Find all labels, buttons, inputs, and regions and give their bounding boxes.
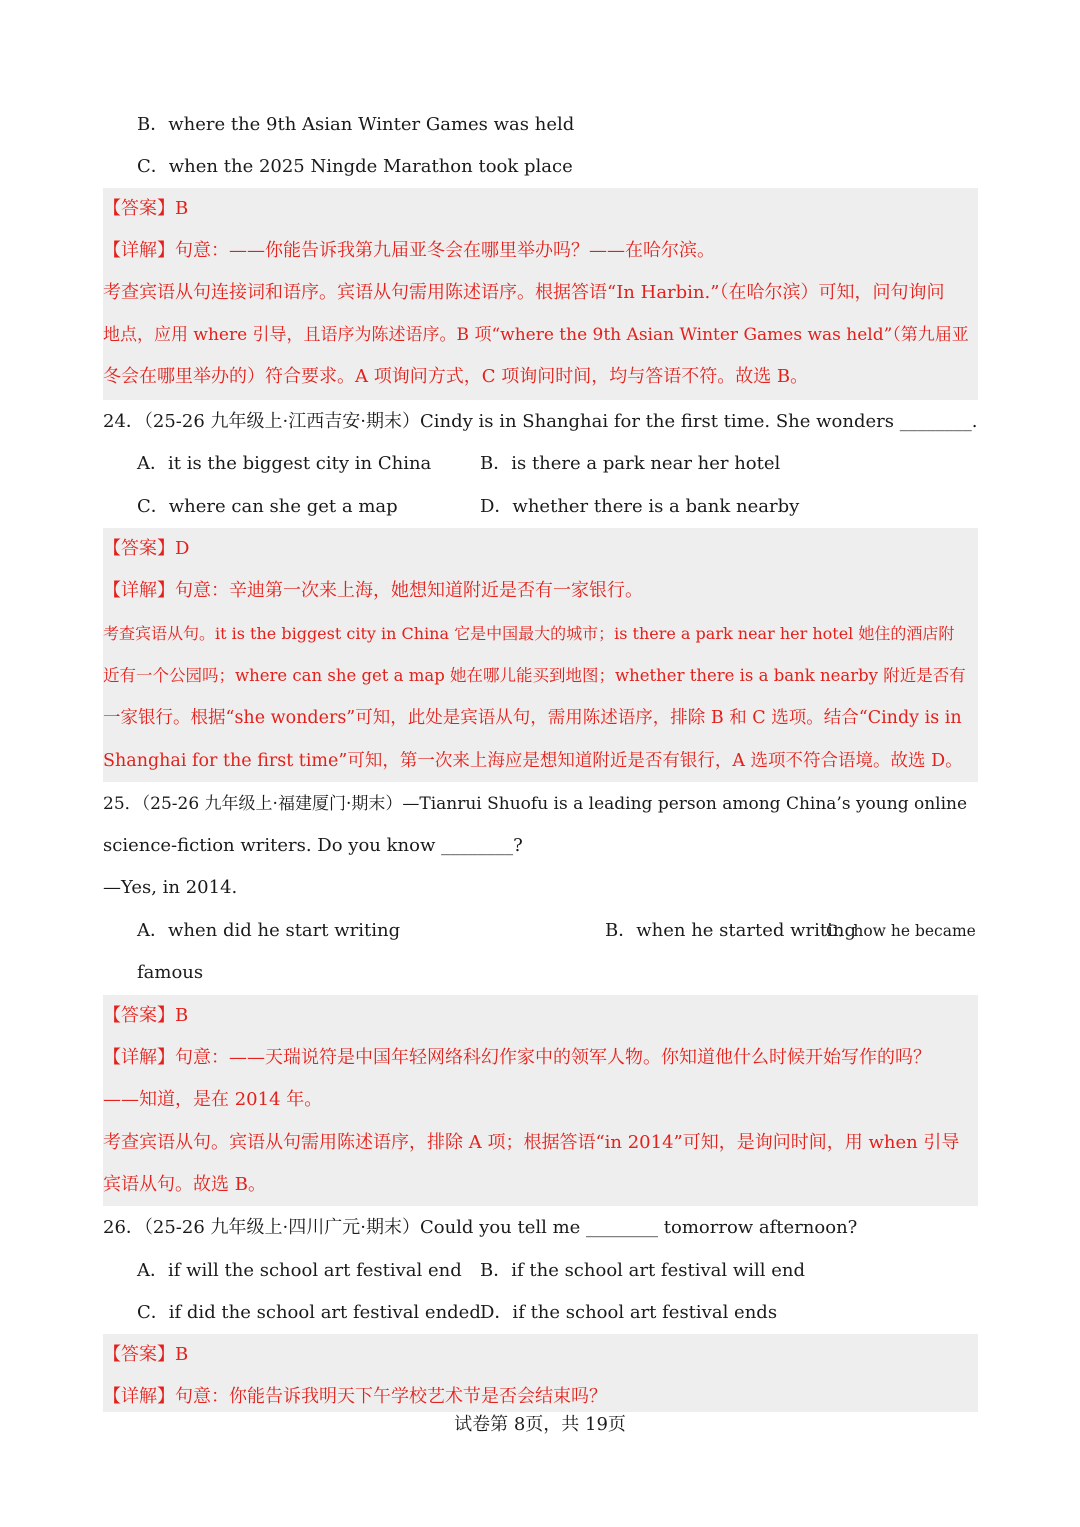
detail-line: 地点，应用 where 引导，且语序为陈述语序。B 项“where the 9th Asian Winter Games was held”（第九届亚 [103,325,969,345]
detail-line: 一家银行。根据“she wonders”可知，此处是宾语从句，需用陈述语序，排除 B 和 C 选项。结合“Cindy is in [103,708,962,728]
detail-line: Shanghai for the first time”可知，第一次来上海应是想知道附近是否有银行，A 选项不符合语境。故选 D。 [103,751,963,771]
detail-line: 考查宾语从句。it is the biggest city in China 它是中国最大的城市；is there a park near her hotel 她住的酒店附 [103,624,955,643]
detail-line: 考查宾语从句连接词和语序。宾语从句需用陈述语序。根据答语“In Harbin.”（在哈尔滨）可知，问句询问 [103,282,945,303]
detail-line: 【详解】句意：——天瑞说符是中国年轻网络科幻作家中的领军人物。你知道他什么时候开始写作的吗？ [103,1047,931,1068]
prev-option-c: C．when the 2025 Ningde Marathon took place [137,156,573,177]
q24-option-a: A．it is the biggest city in China [137,453,432,474]
q26-option-d: D．if the school art festival ends [480,1302,778,1323]
detail-line: 宾语从句。故选 B。 [103,1174,266,1195]
answer-label: 【答案】B [103,1005,189,1026]
q25-option-c: C．how he became [826,922,976,940]
detail-line: 近有一个公园吗；where can she get a map 她在哪儿能买到地图；whether there is a bank nearby 附近是否有 [103,666,966,685]
answer-label: 【答案】D [103,538,190,559]
q26-option-c: C．if did the school art festival ended [137,1302,481,1323]
detail-line: 考查宾语从句。宾语从句需用陈述语序，排除 A 项；根据答语“in 2014”可知，是询问时间，用 when 引导 [103,1132,960,1153]
prev-option-b: B．where the 9th Asian Winter Games was held [137,114,575,135]
q26-option-a: A．if will the school art festival end [137,1260,462,1281]
detail-line: 【详解】句意：辛迪第一次来上海，她想知道附近是否有一家银行。 [103,580,643,601]
prev-answer-box [103,188,978,400]
detail-line: 【详解】句意：——你能告诉我第九届亚冬会在哪里举办吗？——在哈尔滨。 [103,240,715,261]
detail-line: ——知道，是在 2014 年。 [103,1089,323,1110]
q24-answer-box [103,528,978,782]
q26-answer-box [103,1334,978,1412]
q26-option-b: B．if the school art festival will end [480,1260,806,1281]
q24-option-c: C．where can she get a map [137,496,398,517]
q24-stem: 24．（25-26 九年级上·江西吉安·期末）Cindy is in Shanghai for the first time. She wonders ________. [103,411,978,432]
page-footer: 试卷第 8页，共 19页 [454,1414,626,1435]
q24-option-d: D．whether there is a bank nearby [480,496,800,517]
q25-option-c-cont: famous [137,962,204,983]
answer-label: 【答案】B [103,1344,189,1365]
detail-line: 【详解】句意：你能告诉我明天下午学校艺术节是否会结束吗？ [103,1386,607,1407]
q25-stem-line1: 25．（25-26 九年级上·福建厦门·期末）—Tianrui Shuofu is a leading person among China’s young online [103,794,968,814]
q25-stem-line2: science-fiction writers. Do you know ________? [103,835,523,856]
q26-stem: 26．（25-26 九年级上·四川广元·期末）Could you tell me ________ tomorrow afternoon? [103,1217,858,1238]
q25-stem-line3: —Yes, in 2014. [103,877,238,898]
answer-label: 【答案】B [103,198,189,219]
q25-option-b: B．when he started writing [605,920,856,941]
detail-line: 冬会在哪里举办的）符合要求。A 项询问方式，C 项询问时间，均与答语不符。故选 B。 [103,366,809,387]
q24-option-b: B．is there a park near her hotel [480,453,781,474]
q25-answer-box [103,995,978,1206]
q25-option-a: A．when did he start writing [137,920,401,941]
